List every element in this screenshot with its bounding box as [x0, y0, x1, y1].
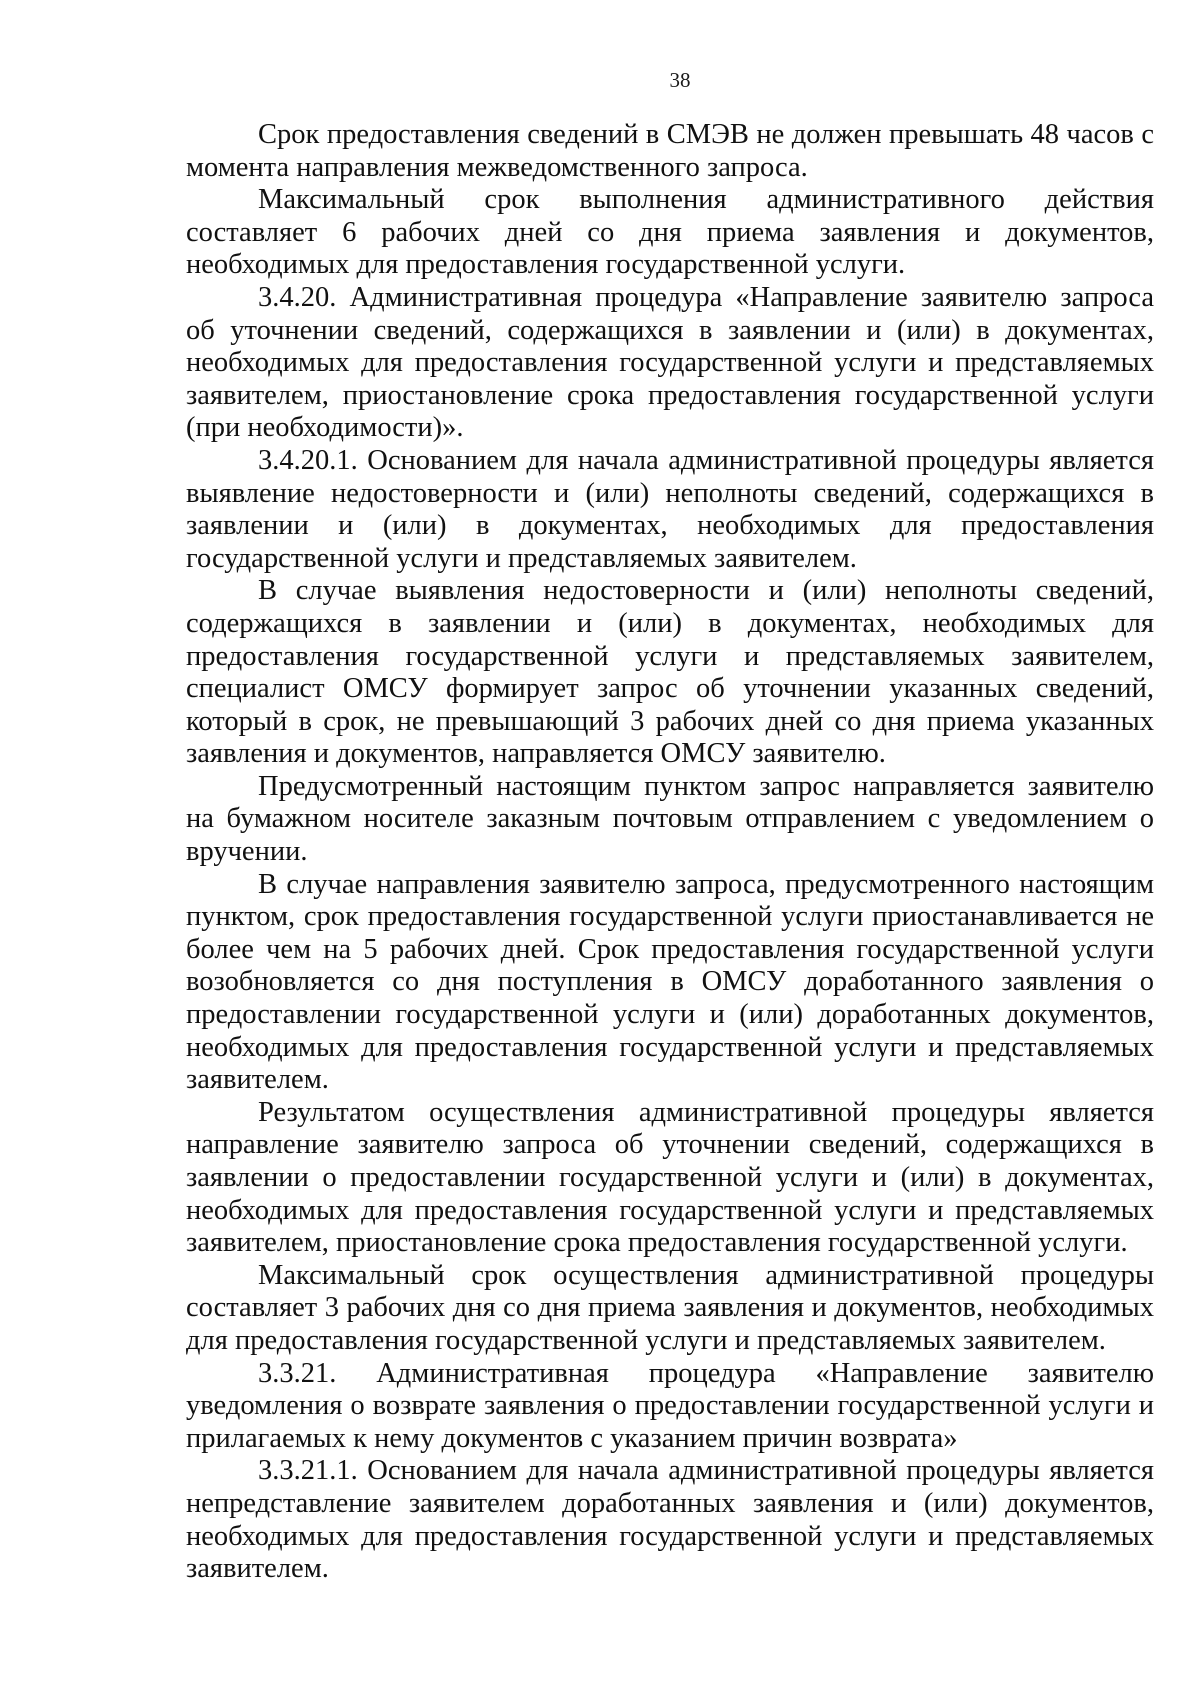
paragraph-section-3-3-21: 3.3.21. Административная процедура «Направление заявителю уведомления о возврате заявления о предоставлении государственной услуги и прилагаемых к нему документов с указанием причин возврата» [186, 1357, 1154, 1454]
paragraph-max-procedure-period: Максимальный срок осуществления административной процедуры составляет 3 рабочих дня со дня приема заявления и документов, необходимых для предоставления государственной услуги и представляемых заявителем. [186, 1259, 1154, 1356]
paragraph-max-action-period: Максимальный срок выполнения административного действия составляет 6 рабочих дней со дня приема заявления и документов, необходимых для предоставления государственной услуги. [186, 184, 1154, 281]
paragraph-procedure-result: Результатом осуществления административной процедуры является направление заявителю запроса об уточнении сведений, содержащихся в заявлении о предоставлении государственной услуги и (или) в документах, необходимых для предоставления государственной услуги и представляемых заявителем, приостановление срока предоставления государственной услуги. [186, 1096, 1154, 1259]
paragraph-request-delivery: Предусмотренный настоящим пунктом запрос направляется заявителю на бумажном носителе заказным почтовым отправлением с уведомлением о вручении. [186, 770, 1154, 868]
paragraph-suspension-period: В случае направления заявителю запроса, предусмотренного настоящим пунктом, срок предоставления государственной услуги приостанавливается не более чем на 5 рабочих дней. Срок предоставления государственной услуги возобновляется со дня поступления в ОМСУ доработанного заявления о предоставлении государственной услуги и (или) доработанных документов, необходимых для предоставления государственной услуги и представляемых заявителем. [186, 868, 1154, 1096]
paragraph-section-3-4-20: 3.4.20. Административная процедура «Направление заявителю запроса об уточнении сведений, содержащихся в заявлении и (или) в документах, необходимых для предоставления государственной услуги и представляемых заявителем, приостановление срока предоставления государственной услуги (при необходимости)». [186, 281, 1154, 444]
paragraph-smev-deadline: Срок предоставления сведений в СМЭВ не должен превышать 48 часов с момента направления межведомственного запроса. [186, 119, 1154, 183]
page-number: 38 [669, 68, 691, 92]
paragraph-clarification-request: В случае выявления недостоверности и (или) неполноты сведений, содержащихся в заявлении и (или) в документах, необходимых для предоставления государственной услуги и представляемых заявителем, специалист ОМСУ формирует запрос об уточнении указанных сведений, который в срок, не превышающий 3 рабочих дней со дня приема указанных заявления и документов, направляется ОМСУ заявителю. [186, 575, 1154, 770]
paragraph-section-3-3-21-1: 3.3.21.1. Основанием для начала административной процедуры является непредставление заявителем доработанных заявления и (или) документов, необходимых для предоставления государственной услуги и представляемых заявителем. [186, 1455, 1154, 1585]
paragraph-section-3-4-20-1: 3.4.20.1. Основанием для начала административной процедуры является выявление недостоверности и (или) неполноты сведений, содержащихся в заявлении и (или) в документах, необходимых для предоставления государственной услуги и представляемых заявителем. [186, 444, 1154, 574]
document-body [186, 119, 1154, 1586]
